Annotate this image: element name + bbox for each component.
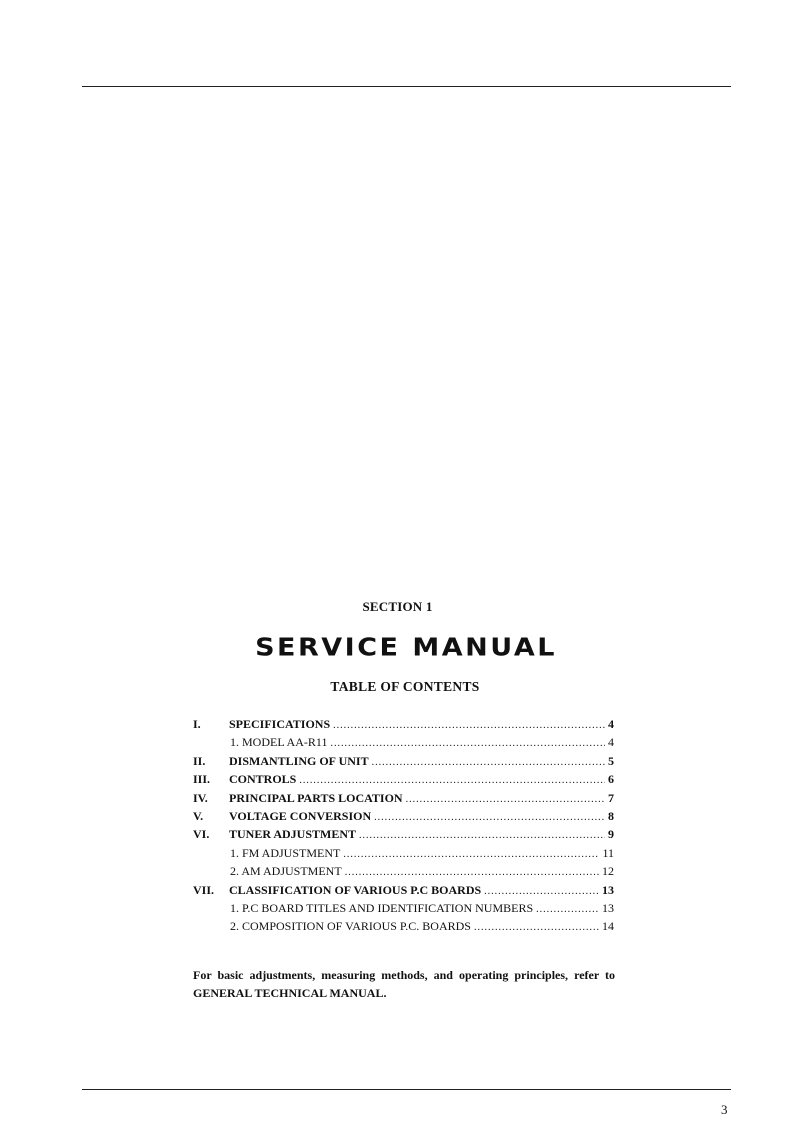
toc-entry-page: 11: [602, 845, 614, 860]
toc-entry-page: 12: [602, 864, 614, 879]
toc-entry-page: 9: [608, 827, 614, 842]
toc-entry: [193, 827, 614, 845]
toc-entry: [193, 883, 614, 901]
toc-entry-page: 5: [608, 753, 614, 768]
toc-entry: [193, 919, 614, 937]
toc-entry-number: V.: [193, 808, 204, 823]
toc-entry: [193, 735, 614, 753]
toc-entry: [193, 791, 614, 809]
toc-entry: [193, 864, 614, 882]
toc-entry-label: DISMANTLING OF UNIT: [229, 753, 369, 768]
toc-entry-page: 8: [608, 808, 614, 823]
toc-entry-label: PRINCIPAL PARTS LOCATION: [229, 790, 403, 805]
toc-entry-label: 2. AM ADJUSTMENT: [230, 864, 342, 879]
page-number: 3: [721, 1102, 728, 1117]
toc-entry-page: 6: [608, 772, 614, 787]
toc-entry: [193, 754, 614, 772]
footer-rule: [82, 1089, 731, 1090]
dot-leader: [484, 886, 599, 897]
table-of-contents: [193, 717, 614, 938]
toc-entry-page: 4: [608, 735, 614, 750]
toc-entry-label: CLASSIFICATION OF VARIOUS P.C BOARDS: [229, 882, 482, 897]
toc-entry-page: 7: [608, 790, 614, 805]
toc-entry-label: SPECIFICATIONS: [229, 717, 331, 731]
toc-entry-number: VII.: [193, 882, 215, 897]
toc-entry-label: VOLTAGE CONVERSION: [229, 808, 372, 823]
dot-leader: [372, 757, 605, 768]
toc-heading: TABLE OF CONTENTS: [330, 679, 480, 694]
toc-entry: [193, 717, 614, 735]
dot-leader: [374, 812, 605, 823]
dot-leader: [345, 867, 599, 878]
dot-leader: [406, 794, 605, 805]
toc-entry-number: IV.: [193, 790, 208, 805]
toc-entry-label: 1. MODEL AA-R11: [230, 735, 328, 750]
dot-leader: [330, 738, 605, 749]
toc-entry-page: 4: [608, 717, 614, 731]
toc-entry-label: CONTROLS: [229, 772, 297, 787]
dot-leader: [536, 904, 599, 915]
toc-entry-label: 1. FM ADJUSTMENT: [230, 845, 341, 860]
toc-entry: [193, 772, 614, 790]
header-rule: [82, 86, 731, 87]
toc-entry-number: II.: [193, 753, 206, 768]
toc-entry-label: 1. P.C BOARD TITLES AND IDENTIFICATION NUMBERS: [230, 900, 534, 915]
toc-entry-number: VI.: [193, 827, 210, 842]
page-title: SERVICE MANUAL: [255, 633, 557, 662]
reference-note: For basic adjustments, measuring methods, and operating principles, refer to GENERAL TECHNICAL MANUAL.: [193, 968, 615, 1000]
toc-entry-label: TUNER ADJUSTMENT: [229, 827, 357, 842]
toc-entry: [193, 809, 614, 827]
toc-entry-page: 13: [602, 900, 614, 915]
dot-leader: [474, 922, 599, 933]
toc-entry-number: I.: [193, 717, 201, 731]
section-label: SECTION 1: [362, 599, 433, 614]
toc-entry-page: 14: [602, 919, 614, 934]
toc-entry-label: 2. COMPOSITION OF VARIOUS P.C. BOARDS: [230, 919, 471, 934]
toc-entry: [193, 901, 614, 919]
dot-leader: [359, 830, 605, 841]
toc-entry-page: 13: [602, 882, 614, 897]
dot-leader: [333, 720, 605, 731]
toc-entry-number: III.: [193, 772, 211, 787]
dot-leader: [343, 849, 599, 860]
dot-leader: [299, 775, 605, 786]
toc-entry: [193, 846, 614, 864]
